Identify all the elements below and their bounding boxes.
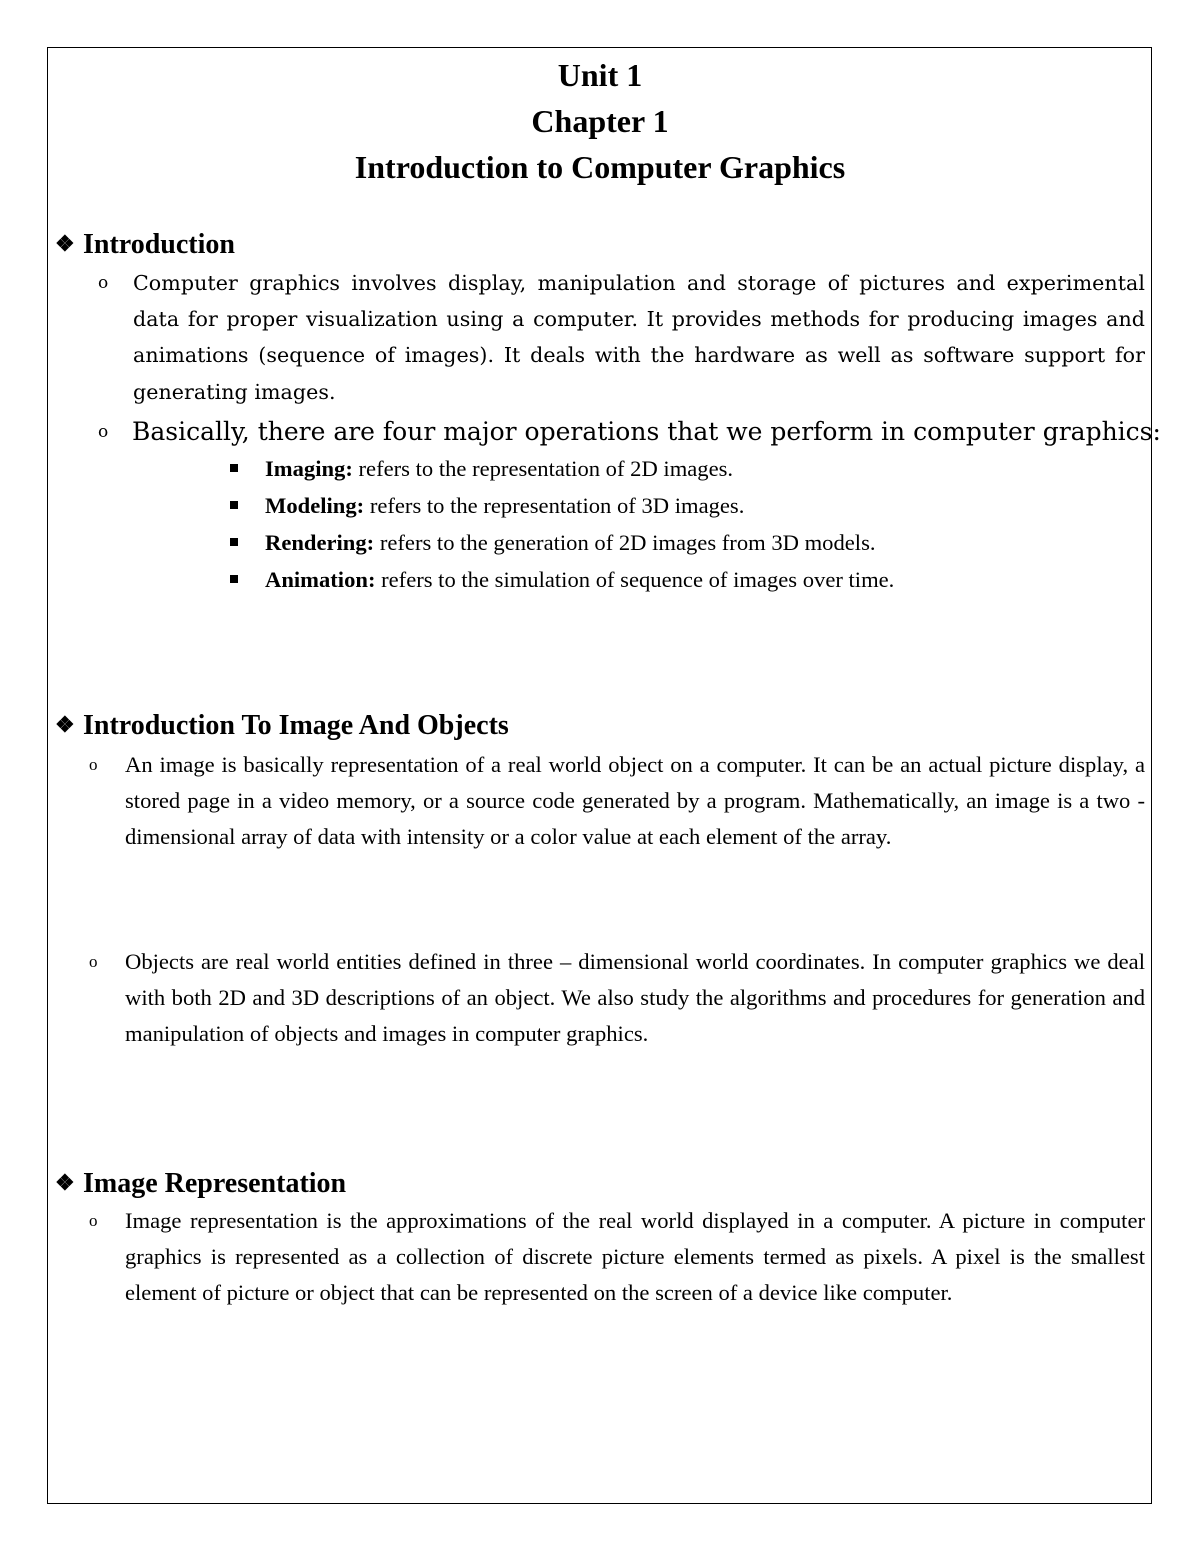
paragraph-text: Image representation is the approximations of the real world displayed in a computer. A picture in computer graphics is represented as a collection of discrete picture elements termed as pixels. A pixel is the smallest element of picture or object that can be represented on the screen of a device like computer.	[125, 1208, 1145, 1306]
list-item	[230, 450, 894, 487]
image-representation-paragraph	[89, 1203, 1145, 1312]
diamond-bullet-icon: ❖	[55, 231, 75, 256]
operations-list	[230, 450, 894, 598]
square-bullet-icon	[230, 575, 238, 583]
list-item	[230, 487, 894, 524]
document-header	[0, 52, 1200, 190]
operation-desc: refers to the generation of 2D images from 3D models.	[374, 530, 876, 555]
image-definition-paragraph	[89, 747, 1145, 856]
circle-bullet-icon: o	[89, 1211, 98, 1230]
operations-intro	[98, 414, 1161, 450]
paragraph-text: Computer graphics involves display, manipulation and storage of pictures and experimental data for proper visualization using a computer. It provides methods for producing images and animations (sequence of images). It deals with the hardware as well as software support for generating images.	[133, 271, 1145, 404]
diamond-bullet-icon: ❖	[55, 1170, 75, 1195]
square-bullet-icon	[230, 501, 238, 509]
list-item	[230, 524, 894, 561]
circle-bullet-icon: o	[98, 422, 109, 442]
paragraph-text: An image is basically representation of a real world object on a computer. It can be an actual picture display, a stored page in a video memory, or a source code generated by a program. Mathematically, an image is a two - dimensional array of data with intensity or a color value at each element of the array.	[125, 752, 1145, 850]
diamond-bullet-icon: ❖	[55, 712, 75, 737]
operations-intro-text: Basically, there are four major operations that we perform in computer graphics:	[132, 417, 1161, 446]
operation-term: Animation:	[265, 567, 376, 592]
section-heading-text: Image Representation	[83, 1168, 347, 1199]
chapter-name: Introduction to Computer Graphics	[354, 149, 846, 185]
square-bullet-icon	[230, 538, 238, 546]
operation-desc: refers to the representation of 2D images.	[352, 456, 734, 481]
operation-desc: refers to the simulation of sequence of images over time.	[375, 567, 895, 592]
circle-bullet-icon: o	[89, 952, 98, 971]
operation-desc: refers to the representation of 3D images.	[364, 493, 745, 518]
objects-definition-paragraph	[89, 944, 1145, 1053]
section-heading-text: Introduction To Image And Objects	[83, 710, 509, 741]
list-item	[230, 561, 894, 598]
section-heading-introduction	[55, 227, 235, 262]
introduction-paragraph	[98, 265, 1145, 410]
section-heading-image-representation	[55, 1166, 346, 1201]
operation-term: Rendering:	[265, 530, 375, 555]
section-heading-text: Introduction	[83, 229, 235, 260]
square-bullet-icon	[230, 464, 238, 472]
section-heading-image-objects	[55, 708, 509, 743]
circle-bullet-icon: o	[98, 273, 109, 293]
paragraph-text: Objects are real world entities defined in three – dimensional world coordinates. In computer graphics we deal with both 2D and 3D descriptions of an object. We also study the algorithms and procedures for generation and manipulation of objects and images in computer graphics.	[125, 949, 1145, 1047]
operation-term: Modeling:	[265, 493, 365, 518]
circle-bullet-icon: o	[89, 755, 98, 774]
operation-term: Imaging:	[265, 456, 353, 481]
chapter-title: Chapter 1	[531, 103, 669, 139]
unit-title: Unit 1	[557, 57, 643, 93]
